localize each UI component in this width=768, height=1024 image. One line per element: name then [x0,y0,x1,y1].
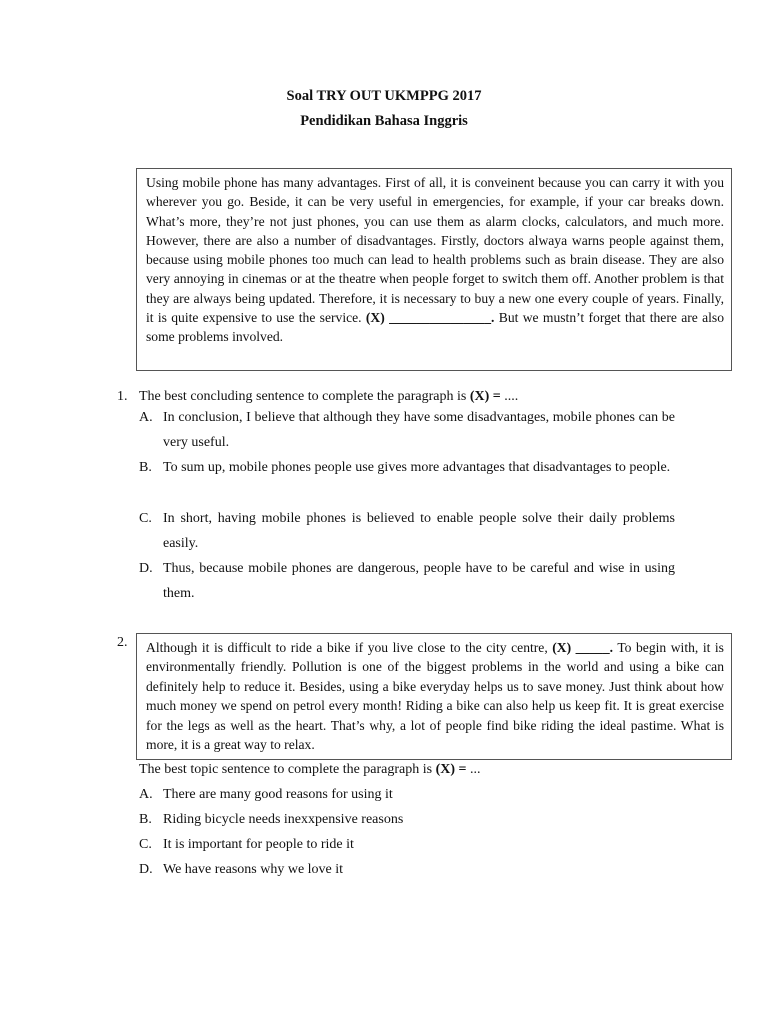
question-1-option-c[interactable] [139,506,675,556]
passage-1-blank: (X) _______________. [365,310,495,326]
question-2-text [139,762,481,778]
question-2-number: 2. [117,635,128,650]
question-1-text [139,389,518,405]
question-1-option-a[interactable] [139,405,675,455]
page-subtitle: Pendidikan Bahasa Inggris [300,113,468,129]
question-2-prompt: The best topic sentence to complete the paragraph is [139,762,433,777]
question-1-marker: (X) = [469,389,501,404]
page-title: Soal TRY OUT UKMPPG 2017 [286,88,482,104]
passage-box-1 [136,168,732,371]
passage-2-blank: (X) _____. [552,640,614,655]
option-label: A. [139,410,153,425]
option-text: We have reasons why we love it [163,862,344,877]
option-label: A. [139,787,153,802]
option-text: In conclusion, I believe that although they have some disadvantages, mobile phones can be very useful. [163,410,675,450]
option-text: To sum up, mobile phones people use gives more advantages that disadvantages to people. [163,460,671,475]
passage-2-text-end: To begin with, it is environmentally friendly. Pollution is one of the biggest problems in the world and using a bike can definitely help to reduce it. Besides, using a bike everyday helps us to save money. Just think about how much money we spend on petrol every month! Riding a bike can also help us keep fit. It is great exercise for the legs as well as the heart. That’s why, a lot of people find bike riding the ideal pastime. What is more, it is a great way to relax. [146,640,724,753]
option-label: C. [139,837,152,852]
option-label: B. [139,812,152,827]
question-2-option-c[interactable] [139,832,675,857]
question-1-ellipsis: .... [504,389,519,404]
question-1-prompt: The best concluding sentence to complete the paragraph is [139,389,467,404]
passage-1-text-end: But we mustn’t forget that there are also some problems involved. [146,310,725,345]
option-text: In short, having mobile phones is believed to enable people solve their daily problems easily. [163,511,675,551]
option-label: B. [139,460,152,475]
option-text: Thus, because mobile phones are dangerous, people have to be careful and wise in using them. [163,561,675,601]
question-2-option-d[interactable] [139,857,675,882]
option-text: Riding bicycle needs inexxpensive reasons [163,812,404,827]
question-2-marker: (X) = [435,762,467,777]
option-label: D. [139,561,153,576]
option-text: There are many good reasons for using it [163,787,393,802]
option-label: C. [139,511,152,526]
option-label: D. [139,862,153,877]
question-2-ellipsis: ... [470,762,481,777]
passage-1-text: Using mobile phone has many advantages. First of all, it is conveinent because you can carry it with you wherever you go. Beside, it can be very useful in emergencies, for example, if your car breaks down. What’s more, they’re not just phones, you can use them as alarm clocks, calculators, and much more. However, there are also a number of disadvantages. Firstly, doctors alwaya warns people against them, because using mobile phones too much can lead to health problems such as brain disease. They are also very annoying in cinemas or at the theatre when people forget to switch them off. Another problem is that they are always being updated. Therefore, it is necessary to buy a new one every couple of years. Finally, it is quite expensive to use the service. [146,175,724,326]
option-text: It is important for people to ride it [163,837,354,852]
question-1-number: 1. [117,389,128,404]
passage-box-2 [136,633,732,760]
question-2-option-b[interactable] [139,807,675,832]
question-1-option-d[interactable] [139,556,675,606]
question-2-option-a[interactable] [139,782,675,807]
passage-2-text: Although it is difficult to ride a bike if you live close to the city centre, [146,640,548,655]
question-1-option-b[interactable] [139,455,675,480]
